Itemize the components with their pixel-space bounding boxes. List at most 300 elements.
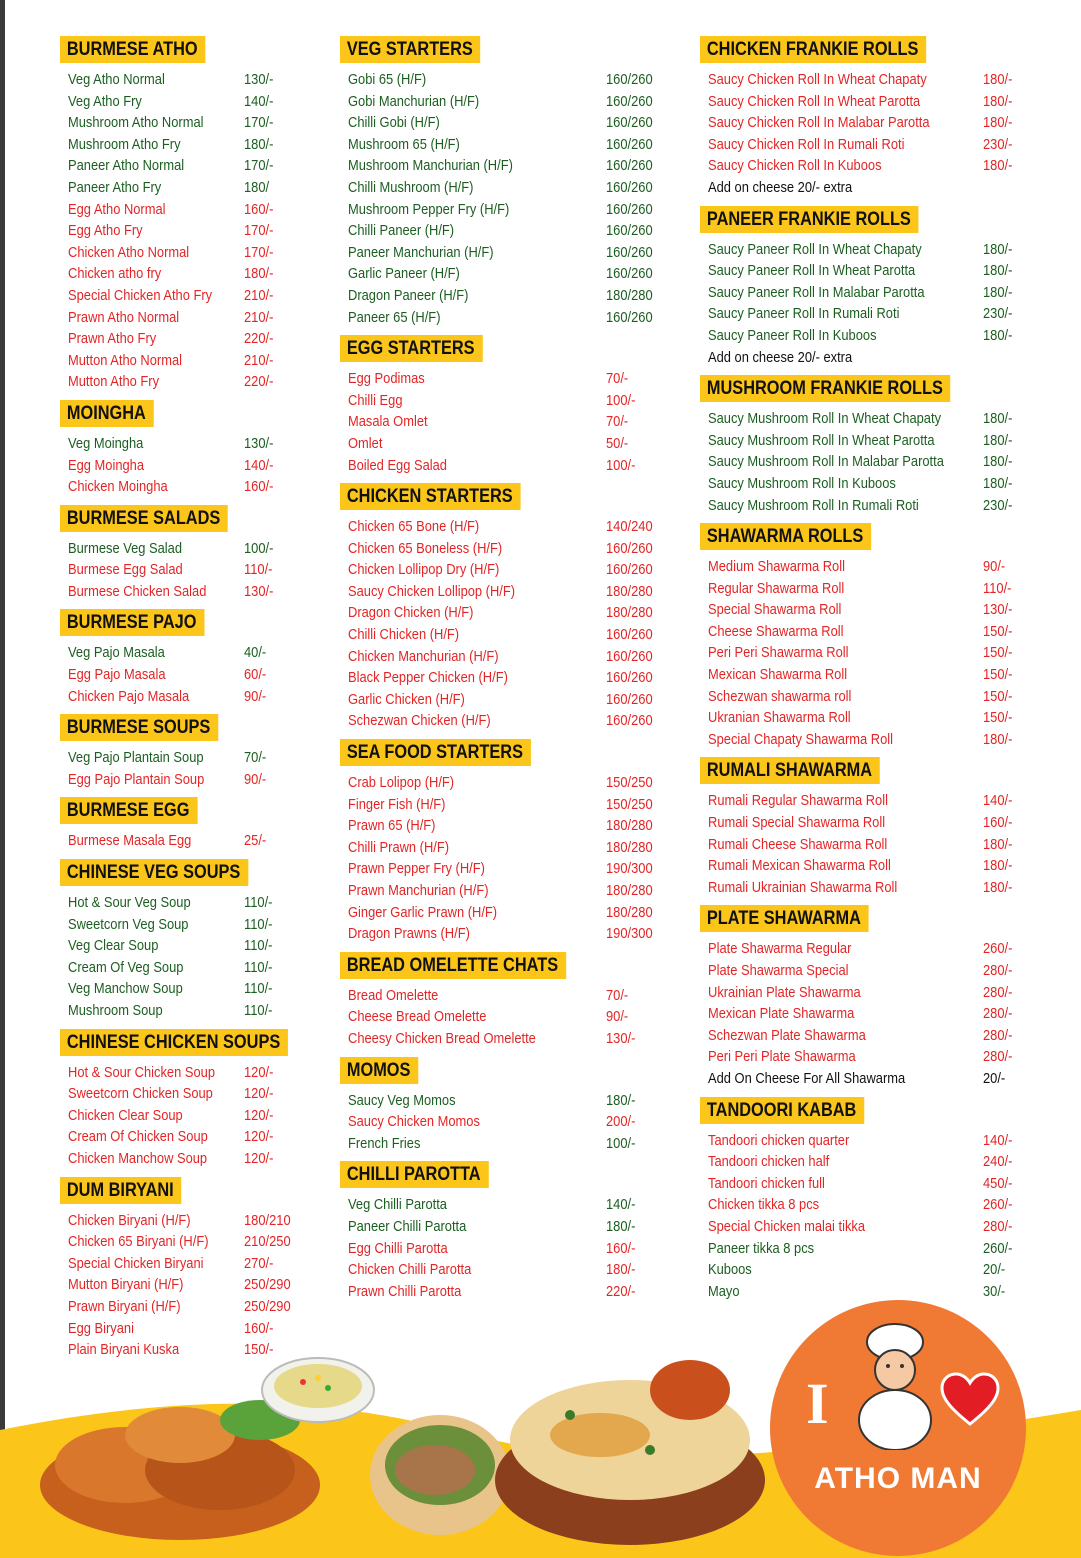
menu-section-shawarma-rolls [700,523,1030,750]
item-name: Mexican Shawarma Roll [708,666,848,684]
menu-item [340,91,680,113]
menu-section-burmese-soups [60,714,330,790]
item-name: Prawn Biryani (H/F) [68,1297,181,1315]
menu-item [340,220,680,242]
item-price: 60/- [244,666,267,684]
item-name: Rumali Ukrainian Shawarma Roll [708,878,898,896]
item-price: 180/- [983,262,1013,280]
menu-item [60,559,330,581]
item-price: 180/- [983,240,1013,258]
menu-item [700,1173,1030,1195]
menu-item [700,855,1030,877]
menu-item [60,1126,330,1148]
menu-item [340,710,680,732]
menu-item [340,646,680,668]
item-price: 110/- [244,894,273,912]
item-name: Rumali Cheese Shawarma Roll [708,835,888,853]
item-name: Burmese Chicken Salad [68,582,207,600]
item-price: 160/260 [606,135,653,153]
section-heading: EGG STARTERS [340,335,482,362]
item-name: Sweetcorn Veg Soup [68,915,189,933]
menu-item [340,455,680,477]
section-heading: BURMESE EGG [60,797,197,824]
menu-section-burmese-salads [60,505,330,603]
menu-item [60,350,330,372]
menu-item [700,790,1030,812]
item-price: 180/- [983,835,1013,853]
item-name: Paneer tikka 8 pcs [708,1239,815,1257]
item-name: Mutton Biryani (H/F) [68,1276,184,1294]
section-heading: BURMESE PAJO [60,609,204,636]
menu-item [340,985,680,1007]
menu-item [700,877,1030,899]
menu-item [700,1068,1030,1090]
item-name: Paneer Manchurian (H/F) [348,243,494,261]
menu-item [700,707,1030,729]
item-price: 70/- [606,986,629,1004]
menu-item [60,155,330,177]
item-name: Saucy Mushroom Roll In Rumali Roti [708,496,919,514]
item-price: 160/260 [606,114,653,132]
menu-item [700,729,1030,751]
item-name: Mutton Atho Fry [68,373,160,391]
section-heading: CHINESE CHICKEN SOUPS [60,1029,288,1056]
item-price: 220/- [244,330,274,348]
section-heading: BURMESE ATHO [60,36,205,63]
menu-item [60,1083,330,1105]
menu-item [700,1194,1030,1216]
item-price: 20/- [983,1069,1006,1087]
menu-item [700,812,1030,834]
menu-item [60,220,330,242]
item-price: 120/- [244,1128,274,1146]
item-price: 90/- [244,687,267,705]
item-name: Saucy Paneer Roll In Malabar Parotta [708,283,925,301]
item-price: 180/ [244,178,270,196]
section-heading: CHILLI PAROTTA [340,1161,488,1188]
item-price: 160/260 [606,308,653,326]
item-name: Rumali Regular Shawarma Roll [708,792,888,810]
item-price: 140/- [606,1196,636,1214]
item-name: Prawn Manchurian (H/F) [348,882,489,899]
menu-item [340,263,680,285]
item-name: Veg Manchow Soup [68,980,183,998]
item-price: 40/- [244,644,267,662]
menu-item [340,368,680,390]
item-price: 110/- [244,1002,273,1019]
item-price: 180/- [983,431,1013,449]
item-name: Dragon Paneer (H/F) [348,286,469,304]
item-name: Saucy Mushroom Roll In Malabar Parotta [708,453,944,471]
menu-item [700,177,1030,199]
menu-item [700,473,1030,495]
item-name: Chicken Atho Normal [68,243,190,261]
item-name: Chicken tikka 8 pcs [708,1196,820,1214]
item-price: 170/- [244,243,274,261]
menu-item [700,1281,1030,1303]
menu-item [700,686,1030,708]
item-name: Cheesy Chicken Bread Omelette [348,1029,536,1047]
item-price: 150/- [983,622,1013,640]
menu-item [60,1296,330,1318]
menu-item [340,242,680,264]
menu-item [60,769,330,791]
item-price: 140/- [244,92,274,110]
item-price: 180/280 [606,604,653,622]
item-price: 180/- [983,283,1013,301]
menu-item [700,1151,1030,1173]
section-heading: PLATE SHAWARMA [700,905,869,932]
menu-item [340,1028,680,1050]
soup-bowl-image [258,1350,378,1430]
item-price: 140/- [983,1131,1013,1149]
item-name: Mayo [708,1282,740,1300]
menu-item [60,433,330,455]
item-name: Chilli Chicken (H/F) [348,626,460,644]
section-heading: VEG STARTERS [340,36,481,63]
menu-item [60,1210,330,1232]
item-name: Kuboos [708,1261,752,1279]
item-name: Special Chicken Atho Fry [68,286,213,304]
item-price: 180/210 [244,1211,291,1229]
menu-item [60,538,330,560]
menu-item [340,390,680,412]
item-price: 160/260 [606,243,653,261]
item-name: Special Chicken Biryani [68,1254,204,1272]
menu-item [700,325,1030,347]
item-price: 130/- [244,582,274,600]
item-price: 130/- [244,71,274,88]
item-price: 110/- [244,958,273,976]
item-name: Garlic Chicken (H/F) [348,690,465,708]
menu-section-burmese-egg [60,797,330,852]
menu-item [60,830,330,852]
item-price: 150/- [983,687,1013,705]
item-name: Finger Fish (H/F) [348,795,446,813]
menu-item [60,686,330,708]
item-price: 260/- [983,1196,1013,1214]
menu-item [60,957,330,979]
item-name: Ukrainian Plate Shawarma [708,983,861,1001]
item-name: Omlet [348,434,383,452]
item-price: 180/- [983,857,1013,875]
item-name: Paneer Chilli Parotta [348,1217,467,1235]
item-name: Medium Shawarma Roll [708,558,845,576]
item-name: Saucy Mushroom Roll In Wheat Parotta [708,431,935,449]
menu-item [60,892,330,914]
menu-item [60,1253,330,1275]
item-name: Prawn Atho Fry [68,330,157,348]
item-price: 130/- [244,434,274,452]
item-name: Veg Clear Soup [68,937,159,955]
item-price: 180/280 [606,903,653,921]
item-name: Chicken 65 Biryani (H/F) [68,1233,209,1251]
item-name: Cream Of Chicken Soup [68,1128,208,1146]
item-price: 220/- [244,373,274,391]
menu-section-veg-starters [340,36,680,328]
item-name: Paneer Atho Normal [68,157,185,175]
item-name: Schezwan Chicken (H/F) [348,712,491,730]
menu-item [60,177,330,199]
item-price: 160/260 [606,178,653,196]
item-price: 260/- [983,1239,1013,1257]
item-price: 270/- [244,1254,274,1272]
item-name: Mushroom Atho Fry [68,135,181,153]
menu-item [700,430,1030,452]
menu-item [340,411,680,433]
menu-item [340,858,680,880]
item-price: 160/260 [606,561,653,579]
menu-item [700,91,1030,113]
menu-item [60,285,330,307]
item-name: Tandoori chicken quarter [708,1131,850,1149]
item-name: Chicken Manchow Soup [68,1149,208,1167]
menu-section-dum-biryani [60,1177,330,1361]
section-heading: RUMALI SHAWARMA [700,757,880,784]
menu-item [60,914,330,936]
menu-item [700,1238,1030,1260]
item-price: 110/- [244,915,273,933]
item-name: Prawn 65 (H/F) [348,817,436,835]
item-name: Mushroom Pepper Fry (H/F) [348,200,510,218]
item-name: Rumali Mexican Shawarma Roll [708,857,891,875]
menu-item [340,516,680,538]
item-name: Crab Lolipop (H/F) [348,774,455,792]
atho-man-logo [770,1300,1026,1556]
item-name: Chilli Gobi (H/F) [348,114,440,132]
item-price: 130/- [606,1029,636,1047]
item-name: Saucy Chicken Roll In Malabar Parotta [708,114,930,132]
item-name: Mushroom Atho Normal [68,114,204,132]
item-price: 190/300 [606,925,653,943]
left-edge-border [0,0,5,1558]
menu-item [700,282,1030,304]
menu-item [700,938,1030,960]
menu-item [700,495,1030,517]
item-name: Chicken Clear Soup [68,1106,183,1124]
item-price: 220/- [606,1282,636,1300]
item-name: Veg Moingha [68,434,144,452]
menu-item [340,177,680,199]
item-name: Dragon Chicken (H/F) [348,604,474,622]
menu-item [700,260,1030,282]
menu-section-momos [340,1057,680,1155]
item-price: 120/- [244,1149,274,1167]
item-price: 450/- [983,1174,1013,1192]
menu-item [700,1003,1030,1025]
menu-section-chicken-starters [340,483,680,732]
menu-item [340,794,680,816]
menu-item [340,307,680,329]
section-heading: DUM BIRYANI [60,1177,181,1204]
item-price: 160/260 [606,92,653,110]
item-name: Hot & Sour Chicken Soup [68,1063,216,1081]
item-name: Saucy Chicken Roll In Wheat Chapaty [708,71,927,88]
item-name: Saucy Mushroom Roll In Kuboos [708,474,896,492]
item-name: Egg Podimas [348,370,425,388]
menu-item [60,476,330,498]
item-name: Chilli Egg [348,391,403,409]
item-price: 180/- [983,157,1013,175]
section-heading: BREAD OMELETTE CHATS [340,952,566,979]
item-price: 120/- [244,1085,274,1103]
item-price: 100/- [606,391,636,409]
item-price: 110/- [244,561,273,579]
item-price: 210/- [244,308,274,326]
menu-item [340,689,680,711]
menu-section-mushroom-frankie-rolls [700,375,1030,516]
item-price: 180/- [606,1091,636,1109]
item-price: 120/- [244,1063,274,1081]
logo-letter-i: I [806,1371,829,1436]
item-name: Plate Shawarma Special [708,962,849,979]
item-price: 180/280 [606,817,653,835]
menu-item [700,134,1030,156]
menu-item [700,599,1030,621]
item-name: Gobi 65 (H/F) [348,71,427,88]
item-price: 210/- [244,286,274,304]
item-price: 210/250 [244,1233,291,1251]
brand-name: ATHO MAN [814,1462,982,1495]
item-name: Masala Omlet [348,413,428,431]
item-name: Mushroom Manchurian (H/F) [348,157,513,175]
menu-item [340,69,680,91]
item-name: Peri Peri Shawarma Roll [708,644,849,662]
menu-section-paneer-frankie-rolls [700,206,1030,369]
menu-item [60,664,330,686]
section-heading: SHAWARMA ROLLS [700,523,871,550]
item-price: 240/- [983,1153,1013,1171]
menu-item [340,1090,680,1112]
menu-item [60,199,330,221]
menu-section-moingha [60,400,330,498]
item-name: Add on cheese 20/- extra [708,178,853,196]
item-name: Hot & Sour Veg Soup [68,894,191,912]
menu-section-burmese-atho [60,36,330,393]
item-price: 230/- [983,496,1013,514]
item-name: Prawn Chilli Parotta [348,1282,462,1300]
menu-item [340,667,680,689]
menu-item [60,978,330,1000]
item-price: 70/- [244,749,267,767]
item-price: 150/250 [606,774,653,792]
item-price: 280/- [983,1026,1013,1044]
item-name: Special Chicken malai tikka [708,1217,866,1235]
item-price: 280/- [983,962,1013,979]
item-name: Add On Cheese For All Shawarma [708,1069,906,1087]
item-price: 280/- [983,1005,1013,1023]
section-heading: SEA FOOD STARTERS [340,739,531,766]
item-name: Egg Atho Normal [68,200,166,218]
item-name: Chilli Prawn (H/F) [348,838,450,856]
item-name: Tandoori chicken full [708,1174,825,1192]
menu-item [340,837,680,859]
menu-item [340,559,680,581]
menu-item [700,69,1030,91]
item-name: Chicken Chilli Parotta [348,1261,472,1279]
item-price: 160/260 [606,157,653,175]
item-name: Chicken Moingha [68,478,168,496]
menu-item [700,155,1030,177]
item-name: Special Chapaty Shawarma Roll [708,730,893,748]
menu-item [340,112,680,134]
menu-item [60,747,330,769]
item-price: 180/- [983,474,1013,492]
item-price: 150/- [983,666,1013,684]
menu-item [340,1259,680,1281]
item-name: Chicken Manchurian (H/F) [348,647,499,665]
item-name: Saucy Chicken Lollipop (H/F) [348,582,516,600]
item-name: Bread Omelette [348,986,439,1004]
item-name: Cream Of Veg Soup [68,958,184,976]
item-price: 180/- [983,453,1013,471]
item-name: Garlic Paneer (H/F) [348,265,460,283]
menu-section-burmese-pajo [60,609,330,707]
menu-section-chinese-veg-soups [60,859,330,1022]
menu-item [340,155,680,177]
item-name: Mushroom Soup [68,1002,163,1019]
item-name: Chicken 65 Boneless (H/F) [348,539,503,557]
item-price: 280/- [983,1217,1013,1235]
item-name: Egg Pajo Masala [68,666,166,684]
item-price: 150/- [244,1341,274,1359]
section-heading: MOINGHA [60,400,154,427]
menu-section-rumali-shawarma [700,757,1030,898]
item-price: 50/- [606,434,629,452]
menu-item [340,1238,680,1260]
menu-item [60,1062,330,1084]
item-price: 250/290 [244,1276,291,1294]
section-heading: MOMOS [340,1057,418,1084]
menu-item [340,1133,680,1155]
item-name: Special Shawarma Roll [708,601,842,619]
item-name: Saucy Chicken Momos [348,1113,480,1131]
item-name: Mutton Atho Normal [68,351,183,369]
item-price: 160/260 [606,71,653,88]
menu-item [60,69,330,91]
menu-column-middle [340,36,680,1309]
menu-item [700,960,1030,982]
menu-item [340,1111,680,1133]
menu-item [700,239,1030,261]
item-name: Saucy Chicken Roll In Wheat Parotta [708,92,921,110]
item-name: Burmese Veg Salad [68,539,183,557]
item-name: Tandoori chicken half [708,1153,830,1171]
item-price: 90/- [606,1008,629,1026]
item-name: Add on cheese 20/- extra [708,348,853,366]
item-price: 90/- [244,770,267,788]
menu-column-right [700,36,1030,1309]
item-name: Dragon Prawns (H/F) [348,925,470,943]
item-price: 160/260 [606,200,653,218]
item-price: 200/- [606,1113,636,1131]
menu-item [700,556,1030,578]
menu-item [60,1148,330,1170]
menu-item [700,578,1030,600]
item-name: Schezwan shawarma roll [708,687,852,705]
menu-item [700,1046,1030,1068]
item-price: 110/- [983,579,1012,597]
chef-mascot-icon [850,1320,940,1450]
item-price: 170/- [244,222,274,240]
item-price: 180/280 [606,286,653,304]
item-price: 280/- [983,1048,1013,1066]
item-name: Saucy Paneer Roll In Kuboos [708,326,877,344]
menu-item [60,1231,330,1253]
menu-column-left [60,36,330,1368]
menu-item [60,242,330,264]
menu-item [340,902,680,924]
